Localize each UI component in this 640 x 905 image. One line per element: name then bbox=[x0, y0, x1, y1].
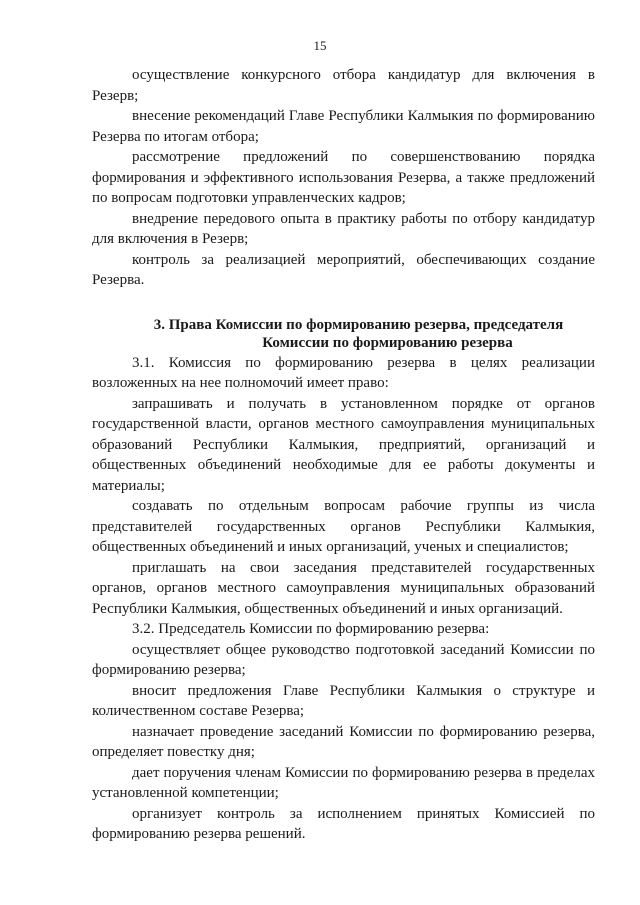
paragraph: вносит предложения Главе Республики Калмыкия о структуре и количественном составе Резерва; bbox=[92, 682, 595, 719]
paragraph: контроль за реализацией мероприятий, обеспечивающих создание Резерва. bbox=[92, 251, 595, 288]
paragraph: организует контроль за исполнением принятых Комиссией по формированию резерва решений. bbox=[92, 805, 595, 842]
paragraph: 3.2. Председатель Комиссии по формированию резерва: bbox=[132, 621, 490, 637]
paragraph: дает поручения членам Комиссии по формированию резерва в пределах установленной компетенции; bbox=[92, 764, 595, 801]
paragraph: приглашать на свои заседания представителей государственных органов, органов местного самоуправления муниципальных образований Республики Калмыкия, общественных объединений и иных организаций. bbox=[92, 559, 595, 617]
paragraph: внедрение передового опыта в практику работы по отбору кандидатур для включения в Резерв; bbox=[92, 210, 595, 247]
paragraph: осуществление конкурсного отбора кандидатур для включения в Резерв; bbox=[92, 67, 595, 104]
paragraph: рассмотрение предложений по совершенствованию порядка формирования и эффективного использования Резерва, а также предложений по вопросам подготовки управленческих кадров; bbox=[92, 149, 595, 206]
paragraph: осуществляет общее руководство подготовкой заседаний Комиссии по формированию резерва; bbox=[92, 641, 595, 678]
paragraph: запрашивать и получать в установленном порядке от органов государственной власти, органов местного самоуправления муниципальных образований Республики Калмыкия, предприятий, организаций и общественных объединений необходимые для ее работы документы и материалы; bbox=[92, 395, 595, 494]
paragraph: создавать по отдельным вопросам рабочие группы из числа представителей государственных органов Республики Калмыкия, общественных объединений и иных организаций, ученых и специалистов; bbox=[92, 498, 595, 555]
page-number: 15 bbox=[313, 38, 327, 53]
section-heading-line-1: 3. Права Комиссии по формированию резерва, председателя bbox=[153, 316, 564, 333]
document-body bbox=[92, 65, 595, 845]
paragraph: внесение рекомендаций Главе Республики Калмыкия по формированию Резерва по итогам отбора; bbox=[92, 108, 595, 145]
section-heading-line-2: Комиссии по формированию резерва bbox=[262, 335, 513, 351]
section-heading bbox=[92, 316, 595, 353]
paragraph: 3.1. Комиссия по формированию резерва в целях реализации возложенных на нее полномочий имеет право: bbox=[92, 354, 595, 391]
paragraph: назначает проведение заседаний Комиссии по формированию резерва, определяет повестку дня; bbox=[92, 723, 595, 760]
